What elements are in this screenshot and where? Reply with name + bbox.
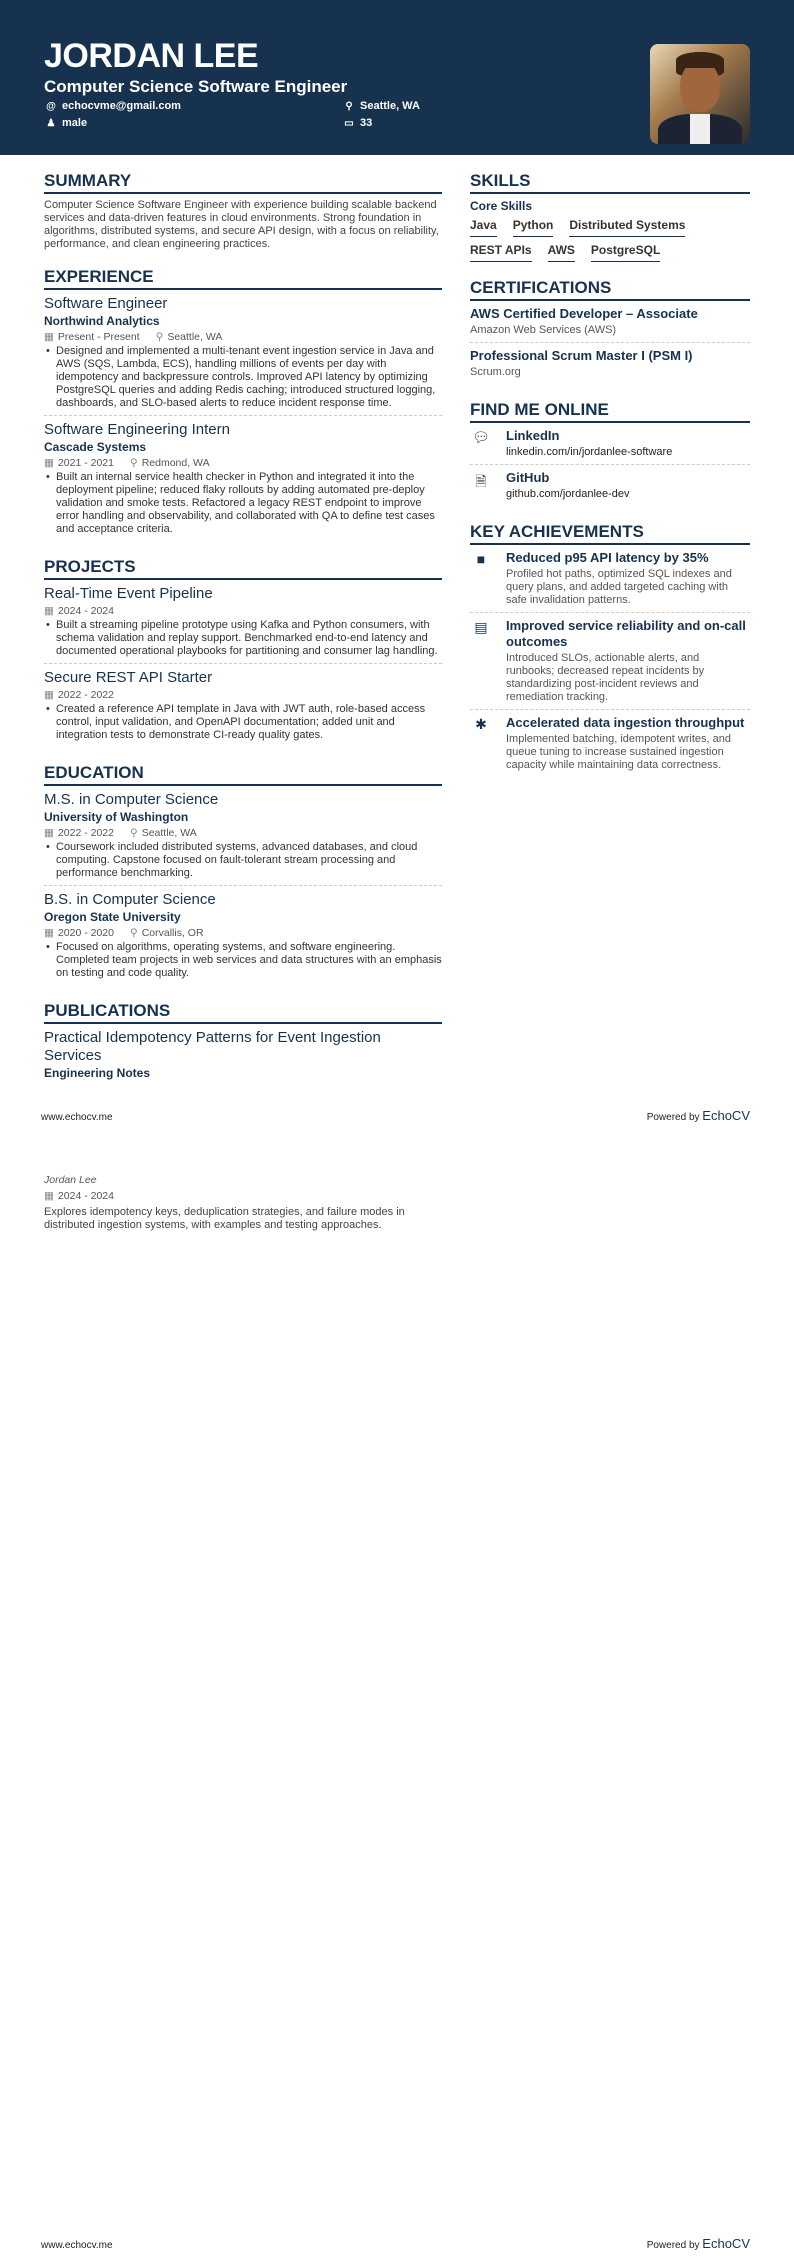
- file-icon: ■: [476, 551, 486, 567]
- brand-name[interactable]: EchoCV: [702, 1108, 750, 1123]
- summary-text: Computer Science Software Engineer with experience building scalable backend services and data-driven features in cloud environments. Strong foundation in algorithms, distributed systems, and secure API design, with a focus on reliability, performance, and clean engineering practices.: [44, 199, 439, 250]
- experience-section: [44, 267, 442, 541]
- bullet: • Built a streaming pipeline prototype using Kafka and Python consumers, with schema validation and replay support. Benchmarked end-to-end latency and documented operational playbooks for partitioning and consumer lag handling.: [44, 619, 442, 658]
- full-name: JORDAN LEE: [44, 37, 259, 75]
- dates: 2021 - 2021: [57, 457, 114, 469]
- store-icon: ▤: [474, 619, 488, 635]
- age-info: [344, 117, 372, 130]
- powered-by-label: Powered by: [646, 1112, 700, 1123]
- dates: 2024 - 2024: [57, 605, 114, 617]
- education-entry: [44, 891, 442, 985]
- page-footer: [0, 1097, 794, 1133]
- dates: 2022 - 2022: [57, 689, 114, 701]
- location: Seattle, WA: [360, 100, 420, 112]
- gender-info: [46, 117, 87, 130]
- online-profile-github[interactable]: [470, 470, 750, 506]
- bullet: • Coursework included distributed systems, advanced databases, and cloud computing. Capstone focused on fault-tolerant stream processing and performance benchmarking.: [44, 841, 442, 880]
- project-title: Real-Time Event Pipeline: [44, 585, 213, 602]
- section-heading: PROJECTS: [44, 557, 442, 580]
- bullet: • Focused on algorithms, operating systems, and software engineering. Completed team projects in web services and data structures with an emphasis on testing and code quality.: [44, 941, 442, 980]
- calendar-icon: ▦: [44, 457, 54, 469]
- email-info: [46, 100, 181, 113]
- profile-url[interactable]: linkedin.com/in/jordanlee-software: [506, 446, 673, 458]
- achievement-title: Improved service reliability and on-call outcomes: [506, 618, 746, 649]
- map-pin-icon: ⚲: [345, 101, 353, 112]
- skill-tag: Python: [513, 218, 554, 237]
- calendar-icon: ▦: [44, 1190, 54, 1202]
- profile-name: GitHub: [506, 470, 550, 485]
- online-section: [470, 400, 750, 506]
- section-heading: FIND ME ONLINE: [470, 400, 750, 423]
- bullet: • Designed and implemented a multi-tenant event ingestion service in Java and AWS (SQS, Lambda, ECS), handling millions of events per day with idempotency and backpressure controls. Improved API latency by optimizing PostgreSQL queries and adding Redis caching; introduced structured logging, dashboards, and SLO-based alerts to reduce incident response time.: [44, 345, 442, 410]
- certification-name: Professional Scrum Master I (PSM I): [470, 348, 693, 363]
- online-profile-linkedin[interactable]: [470, 428, 750, 465]
- publication-title: Practical Idempotency Patterns for Event Ingestion Services: [44, 1029, 381, 1064]
- publication-author: Jordan Lee: [44, 1174, 97, 1186]
- project-entry: [44, 669, 442, 747]
- certifications-section: [470, 278, 750, 384]
- certification-issuer: Scrum.org: [470, 366, 521, 378]
- section-heading: SUMMARY: [44, 171, 442, 194]
- achievement-item: [470, 618, 750, 710]
- location: Seattle, WA: [167, 331, 223, 343]
- job-title: Software Engineer: [44, 295, 168, 312]
- map-pin-icon: ⚲: [129, 827, 138, 839]
- achievement-title: Accelerated data ingestion throughput: [506, 715, 745, 730]
- location: Corvallis, OR: [141, 927, 204, 939]
- page-footer: [0, 2237, 794, 2256]
- gender: male: [62, 117, 88, 129]
- certification-issuer: Amazon Web Services (AWS): [470, 324, 617, 336]
- job-role: Computer Science Software Engineer: [44, 77, 348, 96]
- degree: B.S. in Computer Science: [44, 891, 216, 908]
- skill-group-title: Core Skills: [470, 199, 533, 213]
- publisher: Engineering Notes: [44, 1066, 151, 1080]
- achievement-text: Profiled hot paths, optimized SQL indexes and query plans, and added targeted caching with safe invalidation patterns.: [506, 568, 732, 606]
- section-heading: SKILLS: [470, 171, 750, 194]
- dates: 2020 - 2020: [57, 927, 114, 939]
- summary-section: [44, 171, 442, 251]
- resume-header: [0, 0, 794, 155]
- right-column: [470, 171, 750, 1097]
- calendar-icon: ▦: [44, 689, 54, 701]
- achievement-text: Introduced SLOs, actionable alerts, and runbooks; decreased repeat incidents by standardizing post-incident reviews and remediation tracking.: [506, 652, 705, 703]
- projects-section: [44, 557, 442, 747]
- achievement-item: [470, 715, 750, 777]
- bullet: • Created a reference API template in Java with JWT auth, role-based access control, input validation, and OpenAPI documentation; added unit and integration tests to demonstrate CI-ready quality gates.: [44, 703, 442, 742]
- location: Redmond, WA: [141, 457, 210, 469]
- left-column: [44, 171, 442, 1097]
- skill-tag: Java: [470, 218, 497, 237]
- calendar-icon: ▦: [44, 331, 54, 343]
- publication-details: [44, 1173, 442, 1232]
- bug-icon: ✱: [475, 716, 487, 732]
- section-heading: EDUCATION: [44, 763, 442, 786]
- section-heading: KEY ACHIEVEMENTS: [470, 522, 750, 545]
- publication-description: Explores idempotency keys, deduplication strategies, and failure modes in distributed ingestion systems, with examples and testing approaches.: [44, 1206, 405, 1231]
- dates: 2024 - 2024: [57, 1190, 114, 1202]
- map-pin-icon: ⚲: [129, 457, 138, 469]
- brand-name[interactable]: EchoCV: [702, 2236, 750, 2251]
- dates: Present - Present: [57, 331, 140, 343]
- company: Cascade Systems: [44, 440, 147, 454]
- job-title: Software Engineering Intern: [44, 421, 230, 438]
- project-entry: [44, 585, 442, 664]
- skill-tag: Distributed Systems: [569, 218, 685, 237]
- page-2: [0, 1133, 794, 2256]
- section-heading: PUBLICATIONS: [44, 1001, 442, 1024]
- location: Seattle, WA: [141, 827, 197, 839]
- experience-entry: [44, 421, 442, 541]
- calendar-icon: ▦: [44, 927, 54, 939]
- achievement-item: [470, 550, 750, 613]
- bullet: • Built an internal service health checker in Python and integrated it into the deployment pipeline; reduced flaky rollouts by adding automated pre-deploy validation and smoke tests. Refactored a legacy REST endpoint to improve error handling and observability, and collaborated with QA to define test cases and acceptance criteria.: [44, 471, 442, 536]
- calendar-icon: ▦: [44, 827, 54, 839]
- skills-section: [470, 171, 750, 262]
- certification-item: [470, 306, 750, 343]
- footer-site-link[interactable]: www.echocv.me: [41, 1112, 113, 1123]
- profile-name: LinkedIn: [506, 428, 560, 443]
- degree: M.S. in Computer Science: [44, 791, 219, 808]
- publications-section: [44, 1001, 442, 1081]
- certification-item: [470, 348, 750, 384]
- company: Northwind Analytics: [44, 314, 160, 328]
- profile-photo: [650, 44, 750, 144]
- dates: 2022 - 2022: [57, 827, 114, 839]
- education-entry: [44, 791, 442, 886]
- footer-site-link[interactable]: www.echocv.me: [41, 2240, 113, 2251]
- section-heading: CERTIFICATIONS: [470, 278, 750, 301]
- skill-tag: PostgreSQL: [591, 243, 660, 262]
- calendar-icon: ▦: [44, 605, 54, 617]
- powered-by-label: Powered by: [646, 2240, 700, 2251]
- section-heading: EXPERIENCE: [44, 267, 442, 290]
- chat-icon: 💬︎: [472, 429, 490, 445]
- certification-name: AWS Certified Developer – Associate: [470, 306, 698, 321]
- calendar-icon: ▭: [344, 118, 354, 129]
- education-section: [44, 763, 442, 985]
- achievement-title: Reduced p95 API latency by 35%: [506, 550, 709, 565]
- skill-tag: REST APIs: [470, 243, 532, 262]
- file-search-icon: 🗎︎: [475, 473, 487, 489]
- age: 33: [360, 117, 373, 129]
- location-info: [344, 100, 420, 113]
- map-pin-icon: ⚲: [155, 331, 164, 343]
- map-pin-icon: ⚲: [129, 927, 138, 939]
- project-title: Secure REST API Starter: [44, 669, 213, 686]
- school: Oregon State University: [44, 910, 181, 924]
- achievement-text: Implemented batching, idempotent writes, and queue tuning to increase sustained ingestion capacity while maintaining data correctness.: [506, 733, 732, 771]
- skill-tag: AWS: [548, 243, 575, 262]
- experience-entry: [44, 295, 442, 416]
- profile-url[interactable]: github.com/jordanlee-dev: [506, 488, 630, 500]
- at-icon: @: [46, 101, 56, 112]
- email[interactable]: echocvme@gmail.com: [62, 100, 181, 112]
- school: University of Washington: [44, 810, 189, 824]
- achievements-section: [470, 522, 750, 777]
- person-icon: ♟: [46, 118, 56, 129]
